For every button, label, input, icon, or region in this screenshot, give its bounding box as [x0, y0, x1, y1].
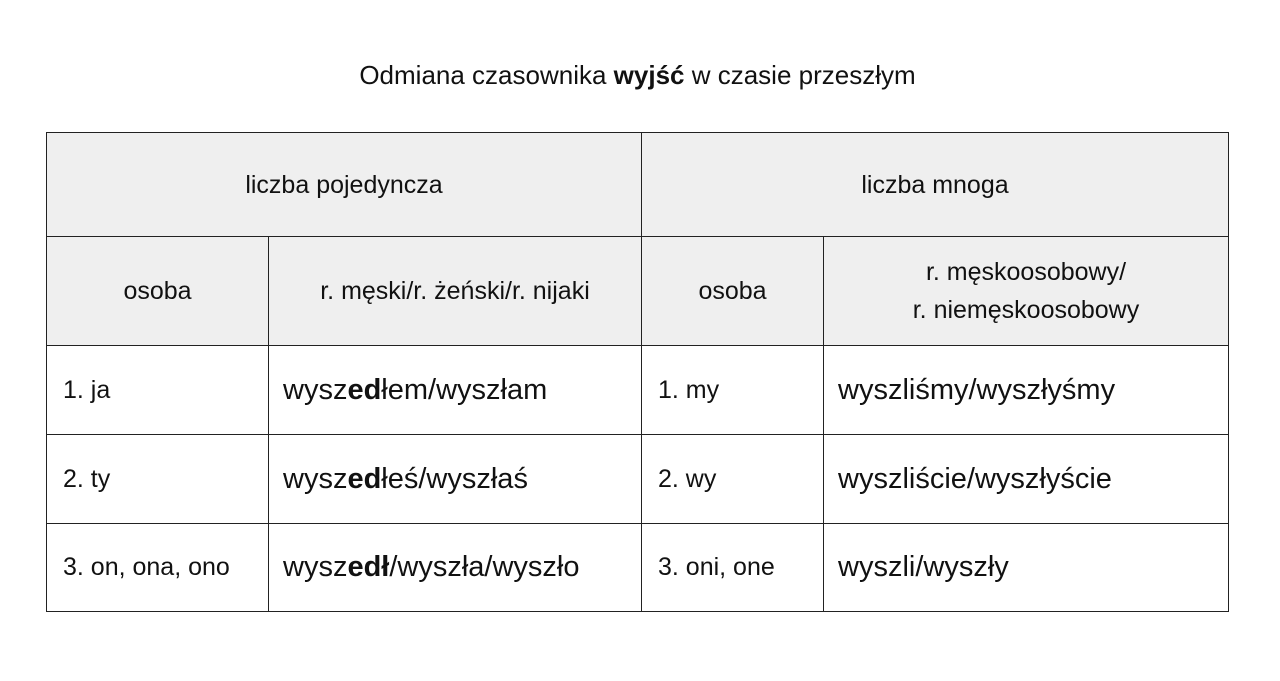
plural-form-cell: wyszliście/wyszłyście: [824, 435, 1229, 524]
table-row: [47, 524, 1229, 612]
title-verb: wyjść: [613, 60, 685, 90]
form-ending: łem/wyszłam: [381, 373, 548, 406]
singular-person-header: osoba: [47, 237, 269, 346]
plural-person-cell: 3. oni, one: [642, 524, 824, 612]
singular-form-cell: [269, 435, 642, 524]
plural-gender-header-line1: r. męskoosobowy/: [925, 258, 1127, 286]
singular-person-cell: 1. ja: [47, 346, 269, 435]
page-title: [0, 58, 1275, 92]
singular-gender-header: r. męski/r. żeński/r. nijaki: [269, 237, 642, 346]
form-stem: wysz: [283, 462, 348, 495]
subheader-row: [47, 237, 1229, 346]
conjugation-table: [46, 132, 1229, 612]
plural-group-header: liczba mnoga: [642, 133, 1229, 237]
table-row: [47, 435, 1229, 524]
form-ending: łeś/wyszłaś: [381, 462, 528, 495]
table-row: [47, 346, 1229, 435]
form-highlight: edł: [347, 551, 390, 583]
singular-person-cell: 2. ty: [47, 435, 269, 524]
form-highlight: ed: [347, 462, 382, 495]
plural-person-header: osoba: [642, 237, 824, 346]
form-stem: wysz: [283, 551, 348, 583]
singular-group-header: liczba pojedyncza: [47, 133, 642, 237]
title-prefix: Odmiana czasownika: [359, 60, 614, 90]
singular-form-cell: [269, 346, 642, 435]
form-stem: wysz: [283, 373, 348, 406]
plural-form-cell: wyszliśmy/wyszłyśmy: [824, 346, 1229, 435]
singular-form-cell: [269, 524, 642, 612]
form-ending: /wyszła/wyszło: [389, 551, 580, 583]
plural-gender-header: [824, 237, 1229, 346]
plural-person-cell: 1. my: [642, 346, 824, 435]
plural-form-cell: wyszli/wyszły: [824, 524, 1229, 612]
singular-person-cell: 3. on, ona, ono: [47, 524, 269, 612]
form-highlight: ed: [347, 373, 382, 406]
plural-gender-header-line2: r. niemęskoosobowy: [912, 296, 1140, 324]
group-header-row: [47, 133, 1229, 237]
title-suffix: w czasie przeszłym: [684, 60, 916, 90]
plural-person-cell: 2. wy: [642, 435, 824, 524]
